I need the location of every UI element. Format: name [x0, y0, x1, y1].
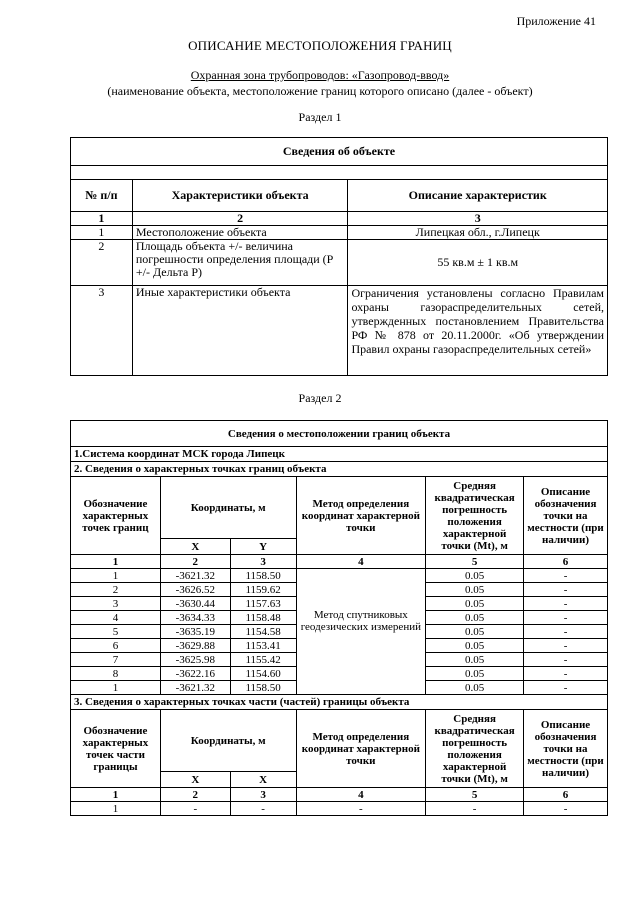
subsection-title: 2. Сведения о характерных точках границ объекта: [71, 462, 608, 477]
point-y: 1154.60: [230, 667, 296, 681]
header-error: Средняя квадратическая погрешность положения характерной точки (Mt), м: [426, 710, 524, 788]
column-number: 2: [160, 788, 230, 802]
point-description: -: [524, 802, 608, 816]
column-number: 5: [426, 555, 524, 569]
point-number: 1: [71, 569, 161, 583]
header-number: № п/п: [71, 180, 133, 212]
point-x: -3634.33: [160, 611, 230, 625]
point-y: 1155.42: [230, 653, 296, 667]
column-number: 3: [230, 788, 296, 802]
point-x: -3626.52: [160, 583, 230, 597]
point-description: -: [524, 653, 608, 667]
subsection-title: 3. Сведения о характерных точках части (частей) границы объекта: [71, 695, 608, 710]
header-y: X: [230, 772, 296, 788]
point-x: -3622.16: [160, 667, 230, 681]
object-name: Охранная зона трубопроводов: «Газопровод-ввод»: [190, 68, 450, 82]
boundary-table: [70, 420, 608, 816]
point-description: -: [524, 611, 608, 625]
object-info-table: [70, 137, 608, 376]
point-description: -: [524, 667, 608, 681]
point-y: 1159.62: [230, 583, 296, 597]
section-2-label: Раздел 2: [298, 391, 342, 405]
point-number: 4: [71, 611, 161, 625]
point-y: 1154.58: [230, 625, 296, 639]
table-title: Сведения о местоположении границ объекта: [71, 421, 608, 447]
row-characteristic: Местоположение объекта: [132, 226, 348, 240]
point-error: 0.05: [426, 667, 524, 681]
point-error: -: [426, 802, 524, 816]
header-method: Метод определения координат характерной точки: [296, 710, 426, 788]
header-error: Средняя квадратическая погрешность положения характерной точки (Mt), м: [426, 477, 524, 555]
header-point: Обозначение характерных точек границ: [71, 477, 161, 555]
point-number: 8: [71, 667, 161, 681]
point-number: 6: [71, 639, 161, 653]
column-number: 6: [524, 555, 608, 569]
point-error: 0.05: [426, 597, 524, 611]
column-number: 1: [71, 212, 133, 226]
row-number: 2: [71, 240, 133, 286]
point-error: 0.05: [426, 681, 524, 695]
point-x: -3621.32: [160, 681, 230, 695]
point-x: -3630.44: [160, 597, 230, 611]
point-number: 2: [71, 583, 161, 597]
column-number: 1: [71, 788, 161, 802]
point-error: 0.05: [426, 583, 524, 597]
method-cell: Метод спутниковых геодезических измерений: [296, 569, 426, 695]
row-description: Ограничения установлены согласно Правилам охраны газораспределительных сетей, утвержденных постановлением Правительства РФ № 878 от 20.11.2000г. «Об утверждении Правил охраны газораспределительных сетей»: [348, 286, 608, 376]
point-y: 1157.63: [230, 597, 296, 611]
header-description: Описание характеристик: [348, 180, 608, 212]
header-x: X: [160, 539, 230, 555]
header-coordinates: Координаты, м: [160, 477, 296, 539]
point-y: 1153.41: [230, 639, 296, 653]
header-point-description: Описание обозначения точки на местности (при наличии): [524, 477, 608, 555]
table-title: Сведения об объекте: [71, 138, 608, 166]
row-characteristic: Площадь объекта +/- величина погрешности определения площади (Р +/- Дельта Р): [132, 240, 348, 286]
point-x: -3635.19: [160, 625, 230, 639]
row-description: 55 кв.м ± 1 кв.м: [348, 240, 608, 286]
header-x: X: [160, 772, 230, 788]
column-number: 3: [230, 555, 296, 569]
coordinate-system: 1.Система координат МСК города Липецк: [71, 447, 608, 462]
column-number: 6: [524, 788, 608, 802]
header-method: Метод определения координат характерной точки: [296, 477, 426, 555]
point-method: -: [296, 802, 426, 816]
point-y: -: [230, 802, 296, 816]
column-number: 3: [348, 212, 608, 226]
header-characteristic: Характеристики объекта: [132, 180, 348, 212]
row-number: 1: [71, 226, 133, 240]
point-number: 7: [71, 653, 161, 667]
section-1-label: Раздел 1: [298, 110, 342, 124]
point-error: 0.05: [426, 625, 524, 639]
point-description: -: [524, 597, 608, 611]
point-x: -3625.98: [160, 653, 230, 667]
row-characteristic: Иные характеристики объекта: [132, 286, 348, 376]
header-point: Обозначение характерных точек части границы: [71, 710, 161, 788]
point-number: 1: [71, 681, 161, 695]
point-error: 0.05: [426, 653, 524, 667]
column-number: 5: [426, 788, 524, 802]
header-point-description: Описание обозначения точки на местности (при наличии): [524, 710, 608, 788]
column-number: 1: [71, 555, 161, 569]
point-y: 1158.48: [230, 611, 296, 625]
column-number: 2: [132, 212, 348, 226]
point-y: 1158.50: [230, 681, 296, 695]
point-error: 0.05: [426, 639, 524, 653]
appendix-label: Приложение 41: [516, 14, 596, 28]
point-x: -3621.32: [160, 569, 230, 583]
point-description: -: [524, 569, 608, 583]
object-caption: (наименование объекта, местоположение границ которого описано (далее - объект): [107, 84, 533, 98]
spacer-row: [71, 166, 608, 180]
point-error: 0.05: [426, 611, 524, 625]
header-y: Y: [230, 539, 296, 555]
point-description: -: [524, 583, 608, 597]
point-number: 3: [71, 597, 161, 611]
point-number: 1: [71, 802, 161, 816]
point-x: -3629.88: [160, 639, 230, 653]
point-error: 0.05: [426, 569, 524, 583]
row-number: 3: [71, 286, 133, 376]
point-y: 1158.50: [230, 569, 296, 583]
column-number: 2: [160, 555, 230, 569]
row-description: Липецкая обл., г.Липецк: [348, 226, 608, 240]
document-title: ОПИСАНИЕ МЕСТОПОЛОЖЕНИЯ ГРАНИЦ: [188, 38, 452, 53]
point-description: -: [524, 639, 608, 653]
point-description: -: [524, 625, 608, 639]
point-number: 5: [71, 625, 161, 639]
header-coordinates: Координаты, м: [160, 710, 296, 772]
point-x: -: [160, 802, 230, 816]
point-description: -: [524, 681, 608, 695]
column-number: 4: [296, 788, 426, 802]
column-number: 4: [296, 555, 426, 569]
